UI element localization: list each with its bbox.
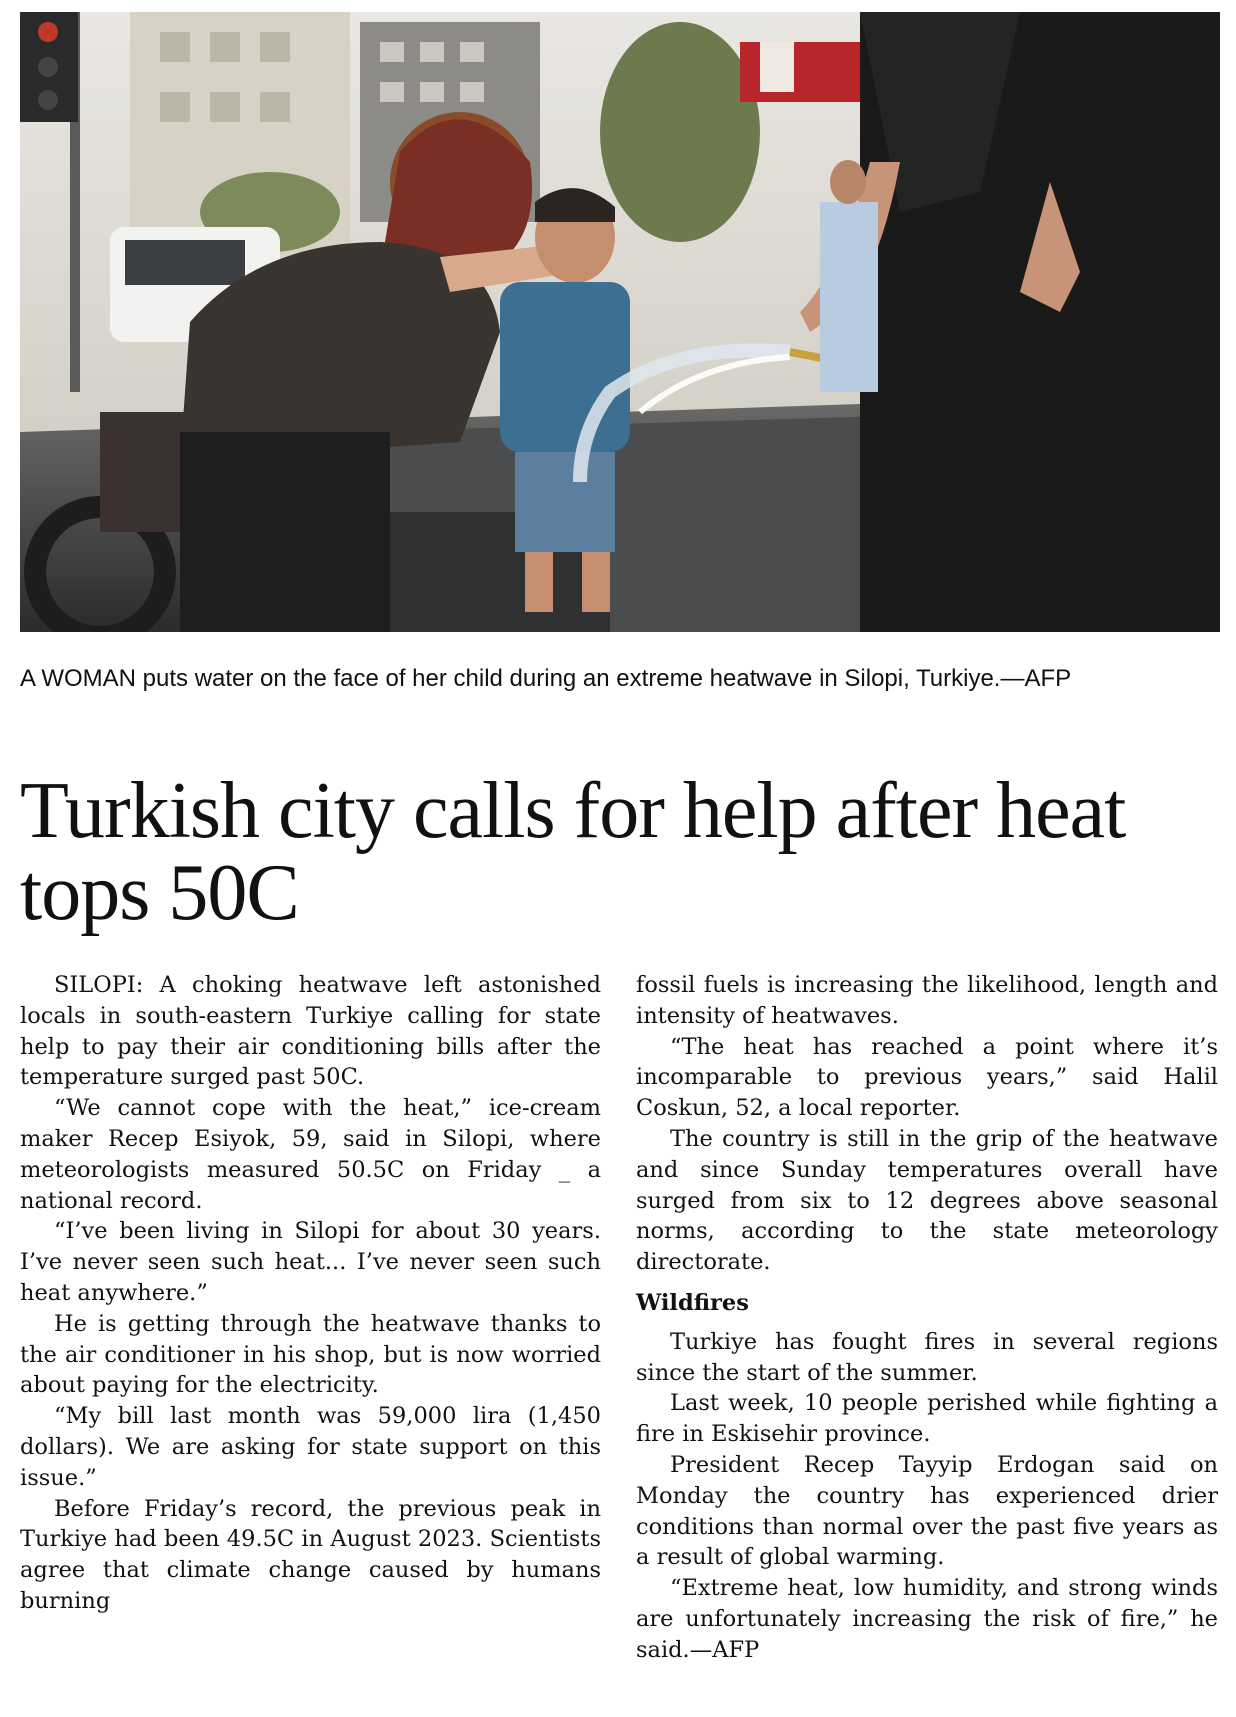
article-paragraph: “Extreme heat, low humidity, and strong winds are unfortunately increasing the risk of fire,” he said.—AFP — [636, 1575, 1218, 1663]
photo-caption: A WOMAN puts water on the face of her child during an extreme heatwave in Silopi, Turkiye.—AFP — [20, 665, 1072, 692]
article-paragraph: “The heat has reached a point where it’s incomparable to previous years,” said Halil Coskun, 52, a local reporter. — [636, 1033, 1218, 1122]
article-paragraph: Turkiye has fought fires in several regions since the start of the summer. — [636, 1328, 1218, 1386]
article-paragraph: SILOPI: A choking heatwave left astonished locals in south-eastern Turkiye calling for state help to pay their air conditioning bills after the temperature surged past 50C. — [20, 972, 601, 1091]
article-column-left — [20, 970, 601, 1617]
article-paragraph: The country is still in the grip of the heatwave and since Sunday temperatures overall have surged from six to 12 degrees above seasonal norms, according to the state meteorology directorate. — [636, 1125, 1218, 1276]
headline: Turkish city calls for help after heat tops 50C — [20, 767, 1126, 937]
article-paragraph: Before Friday’s record, the previous peak in Turkiye had been 49.5C in August 2023. Scientists agree that climate change caused by humans burning — [20, 1495, 601, 1614]
street-heatwave-photo-icon — [20, 12, 1220, 632]
article-paragraph: “My bill last month was 59,000 lira (1,450 dollars). We are asking for state support on this issue.” — [20, 1403, 601, 1491]
article-paragraph: “I’ve been living in Silopi for about 30 years. I’ve never seen such heat... I’ve never seen such heat anywhere.” — [20, 1218, 601, 1306]
article-column-right — [636, 970, 1218, 1666]
article-paragraph: Last week, 10 people perished while fighting a fire in Eskisehir province. — [636, 1390, 1218, 1448]
article-paragraph: President Recep Tayyip Erdogan said on Monday the country has experienced drier conditions than normal over the past five years as a result of global warming. — [636, 1451, 1218, 1571]
article-subhead: Wildfires — [636, 1289, 749, 1316]
article-paragraph: “We cannot cope with the heat,” ice-cream maker Recep Esiyok, 59, said in Silopi, where meteorologists measured 50.5C on Friday _ a national record. — [20, 1095, 601, 1214]
article-paragraph-continuation: fossil fuels is increasing the likelihood, length and intensity of heatwaves. — [636, 972, 1218, 1029]
news-photo — [20, 12, 1220, 632]
article-paragraph: He is getting through the heatwave thanks to the air conditioner in his shop, but is now worried about paying for the electricity. — [20, 1310, 601, 1399]
